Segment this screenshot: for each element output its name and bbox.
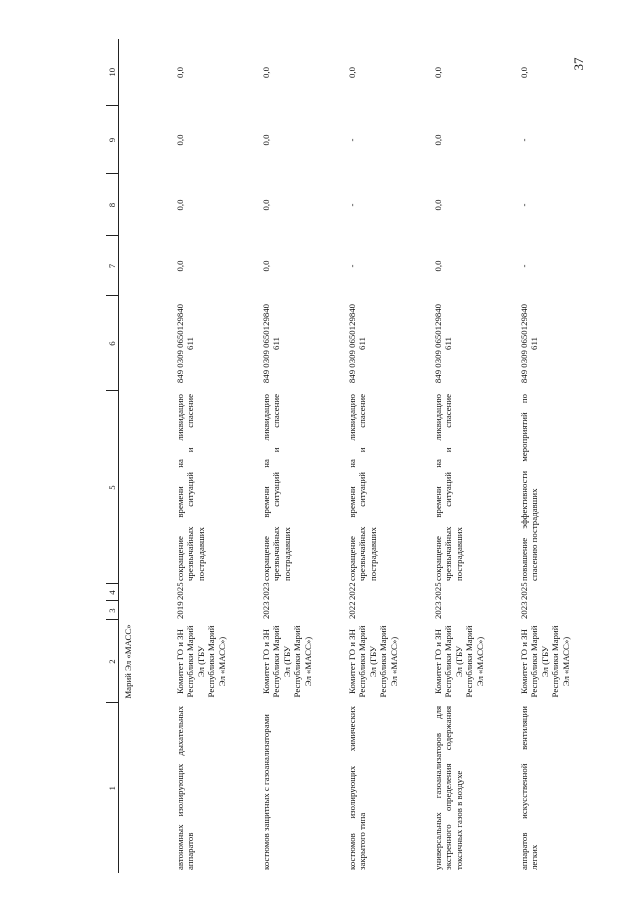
result-cell: сокращение времени на ликвидацию чрезвычайных ситуаций и спасение пострадавших [261, 394, 292, 581]
table-row [171, 39, 257, 873]
value-cell: 0,0 [261, 260, 271, 272]
organization-cell: Марий Эл «МАСС» [123, 624, 133, 699]
organization-cell: Комитет ГО и ЗН Республики Марий Эл (ГБУ Республики Марий Эл «МАСС») [261, 625, 313, 698]
value-cell: 0,0 [175, 67, 185, 78]
column-number-row [106, 39, 119, 873]
measure-name-cell: автономных изолирующих дыхательных аппаратов [175, 706, 196, 870]
value-cell: - [347, 138, 357, 142]
start-year-cell: 2023 [261, 601, 271, 619]
budget-code-cell: 849 0309 0650129840 611 [175, 303, 196, 384]
measure-name-cell: костюмов изолирующих химических закрытого типа [347, 706, 368, 870]
table-row [429, 39, 515, 873]
value-cell: 0,0 [519, 67, 529, 78]
measure-name-cell: костюмов защитных с газоанализаторами [261, 714, 271, 870]
page-number: 37 [571, 57, 586, 71]
column-number: 2 [106, 620, 119, 703]
value-cell: 0,0 [175, 199, 185, 211]
value-cell: 0,0 [261, 134, 271, 146]
end-year-cell: 2023 [261, 582, 271, 600]
table-cell [119, 601, 172, 620]
end-year-cell: 2025 [519, 582, 529, 600]
start-year-cell: 2022 [347, 601, 357, 619]
column-number: 10 [106, 39, 119, 106]
column-number: 7 [106, 236, 119, 296]
value-cell: - [519, 264, 529, 268]
table-row [257, 39, 343, 873]
value-cell: 0,0 [433, 67, 443, 78]
column-number: 8 [106, 174, 119, 236]
table-cell [119, 584, 172, 601]
end-year-cell: 2025 [433, 582, 443, 600]
value-cell: 0,0 [433, 134, 443, 146]
budget-code-cell: 849 0309 0650129840 611 [519, 303, 540, 384]
value-cell: 0,0 [347, 67, 357, 78]
organization-cell: Комитет ГО и ЗН Республики Марий Эл (ГБУ Республики Марий Эл «МАСС») [433, 625, 485, 698]
budget-code-cell: 849 0309 0650129840 611 [347, 303, 368, 384]
organization-cell: Комитет ГО и ЗН Республики Марий Эл (ГБУ Республики Марий Эл «МАСС») [175, 625, 227, 698]
column-number: 3 [106, 601, 119, 620]
start-year-cell: 2023 [433, 601, 443, 619]
table-row [515, 39, 601, 873]
value-cell: 0,0 [433, 199, 443, 211]
value-cell: 0,0 [175, 134, 185, 146]
table-cell [119, 174, 172, 236]
value-cell: 0,0 [433, 260, 443, 272]
result-cell: сокращение времени на ликвидацию чрезвычайных ситуаций и спасение пострадавших [433, 394, 464, 581]
budget-code-cell: 849 0309 0650129840 611 [261, 303, 282, 384]
value-cell: - [519, 138, 529, 142]
value-cell: 0,0 [261, 199, 271, 211]
value-cell: 0,0 [261, 67, 271, 78]
result-cell: повышение эффективности мероприятий по спасению пострадавших [519, 394, 540, 581]
table-cell [119, 296, 172, 391]
column-number: 5 [106, 391, 119, 584]
end-year-cell: 2025 [175, 582, 185, 600]
column-number: 1 [106, 703, 119, 873]
measure-name-cell: аппаратов искусственной вентиляции легких [519, 706, 540, 870]
budget-code-cell: 849 0309 0650129840 611 [433, 303, 454, 384]
continuation-row [119, 39, 172, 873]
value-cell: - [347, 203, 357, 207]
organization-cell: Комитет ГО и ЗН Республики Марий Эл (ГБУ Республики Марий Эл «МАСС») [519, 625, 571, 698]
table-cell [119, 236, 172, 296]
organization-cell: Комитет ГО и ЗН Республики Марий Эл (ГБУ Республики Марий Эл «МАСС») [347, 625, 399, 698]
end-year-cell: 2022 [347, 582, 357, 600]
table-row [343, 39, 429, 873]
measures-table [106, 39, 601, 873]
value-cell: - [347, 264, 357, 268]
table-cell [119, 106, 172, 174]
result-cell: сокращение времени на ликвидацию чрезвычайных ситуаций и спасение пострадавших [175, 394, 206, 581]
start-year-cell: 2023 [519, 601, 529, 619]
table-cell [119, 391, 172, 584]
value-cell: - [519, 203, 529, 207]
table-cell [119, 703, 172, 873]
table-cell [119, 39, 172, 106]
measure-name-cell: универсальных газоанализаторов для экстренного определения содержания токсичных газов в воздухе [433, 706, 464, 870]
rotated-table-container [106, 39, 626, 873]
column-number: 6 [106, 296, 119, 391]
start-year-cell: 2019 [175, 601, 185, 619]
column-number: 9 [106, 106, 119, 174]
value-cell: 0,0 [175, 260, 185, 272]
result-cell: сокращение времени на ликвидацию чрезвычайных ситуаций и спасение пострадавших [347, 394, 378, 581]
column-number: 4 [106, 584, 119, 601]
